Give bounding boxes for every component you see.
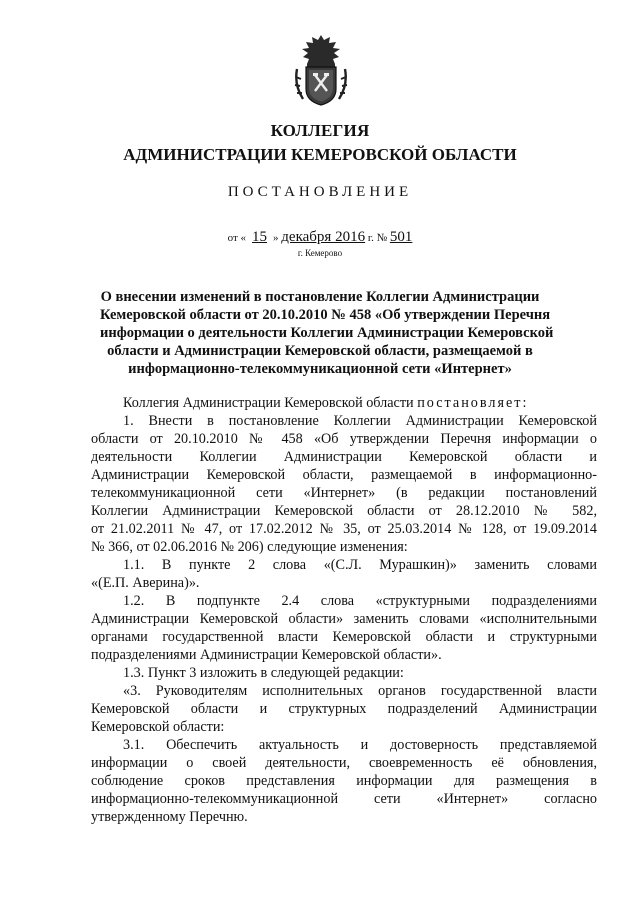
decree-keyword: постановляет: — [417, 395, 529, 411]
date-year-suffix: г. — [367, 232, 374, 244]
date-quote-close: » — [273, 232, 279, 244]
body-line: 3.1. Обеспечить актуальность и достоверность представляемой — [123, 737, 597, 753]
document-type: ПОСТАНОВЛЕНИЕ — [227, 184, 413, 200]
title-line: О внесении изменений в постановление Коллегии Администрации — [100, 289, 540, 305]
organization-name-line-2: АДМИНИСТРАЦИИ КЕМЕРОВСКОЙ ОБЛАСТИ — [123, 145, 517, 164]
title-line: области и Администрации Кемеровской области, размещаемой в — [107, 343, 533, 359]
body-line: 1. Внести в постановление Коллегии Администрации Кемеровской — [123, 413, 597, 429]
date-number-line — [0, 229, 640, 246]
body-line: Администрации Кемеровской области, размещаемой в информационно- — [91, 467, 597, 483]
body-line: подразделениями Администрации Кемеровской области». — [91, 647, 442, 663]
body-line: области от 20.10.2010 № 458 «Об утверждении Перечня информации о — [91, 431, 597, 447]
date-day: 15 — [252, 229, 268, 245]
date-month-year: декабря 2016 — [281, 229, 366, 245]
document-title — [100, 288, 554, 378]
title-line: информации о деятельности Коллегии Администрации Кемеровской — [100, 325, 554, 341]
body-line: «3. Руководителям исполнительных органов государственной власти — [123, 683, 597, 699]
body-line: соблюдение сроков представления информации для размещения в — [91, 773, 597, 789]
body-line: 1.1. В пункте 2 слова «(С.Л. Мурашкин)» заменить словами — [123, 557, 597, 573]
body-line-text: Коллегия Администрации Кемеровской области — [123, 395, 418, 411]
document-number: 501 — [389, 229, 413, 245]
document-body — [91, 394, 597, 826]
body-line: деятельности Коллегии Администрации Кемеровской области и — [91, 449, 597, 465]
body-line: телекоммуникационной сети «Интернет» (в редакции постановлений — [91, 485, 597, 501]
body-line: Администрации Кемеровской области» заменить словами «исполнительными — [91, 611, 597, 627]
body-line — [91, 394, 597, 412]
body-line: № 366, от 02.06.2016 № 206) следующие изменения: — [91, 539, 408, 555]
body-line: утвержденному Перечню. — [91, 809, 248, 825]
body-line: Кемеровской области и структурных подразделений Администрации — [91, 701, 597, 717]
coat-of-arms-emblem — [293, 33, 349, 107]
body-line: от 21.02.2011 № 47, от 17.02.2012 № 35, от 25.03.2014 № 128, от 19.09.2014 — [91, 521, 597, 537]
body-line: Коллегии Администрации Кемеровской области от 28.12.2010 № 582, — [91, 503, 597, 519]
city: г. Кемерово — [297, 248, 343, 258]
body-line: 1.2. В подпункте 2.4 слова «структурными подразделениями — [123, 593, 597, 609]
title-line: Кемеровской области от 20.10.2010 № 458 «Об утверждении Перечня — [100, 307, 551, 323]
body-line: информации о своей деятельности, своевременность её обновления, — [91, 755, 597, 771]
organization-name-line-1: КОЛЛЕГИЯ — [270, 121, 370, 140]
body-line: «(Е.П. Аверина)». — [91, 575, 200, 591]
body-line: Кемеровской области: — [91, 719, 225, 735]
body-line: органами государственной власти Кемеровской области и структурными — [91, 629, 597, 645]
number-prefix: № — [376, 232, 388, 244]
title-line: информационно-телекоммуникационной сети «Интернет» — [128, 361, 512, 377]
date-prefix: от « — [227, 232, 247, 244]
body-line: 1.3. Пункт 3 изложить в следующей редакции: — [123, 665, 404, 681]
body-line: информационно-телекоммуникационной сети «Интернет» согласно — [91, 791, 597, 807]
